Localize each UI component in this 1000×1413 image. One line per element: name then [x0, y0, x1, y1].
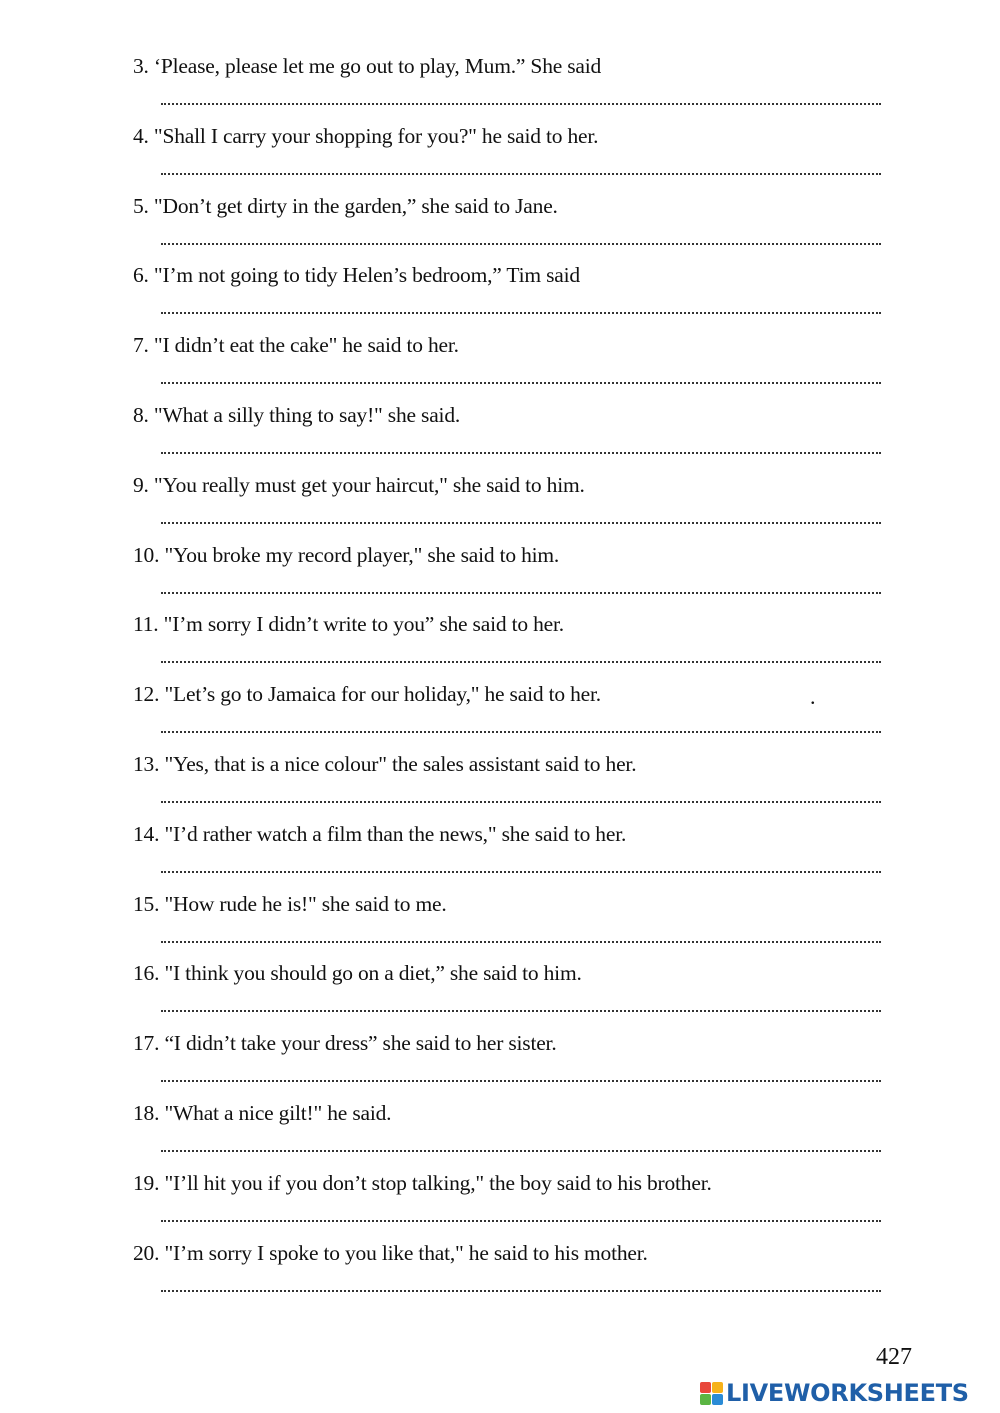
- exercise-number: 8.: [133, 402, 149, 427]
- answer-input[interactable]: [161, 867, 881, 873]
- exercise-item: [133, 48, 893, 118]
- answer-input[interactable]: [161, 1286, 881, 1292]
- answer-input[interactable]: [161, 937, 881, 943]
- exercise-text: "I’m sorry I didn’t write to you” she said to her.: [163, 612, 564, 637]
- exercise-sentence: [133, 331, 459, 359]
- exercise-item: [133, 188, 893, 258]
- answer-input[interactable]: [161, 308, 881, 314]
- stray-dot-mark: .: [810, 684, 816, 709]
- exercise-number: 16.: [133, 961, 160, 986]
- answer-input[interactable]: [161, 169, 881, 175]
- exercise-item: [133, 1165, 893, 1235]
- exercise-text: “I didn’t take your dress” she said to her sister.: [164, 1031, 557, 1056]
- page-number: 427: [876, 1344, 912, 1370]
- exercise-item: [133, 327, 893, 397]
- answer-input[interactable]: [161, 448, 881, 454]
- exercise-number: 15.: [133, 891, 160, 916]
- exercise-sentence: [133, 680, 601, 708]
- exercise-sentence: [133, 52, 601, 80]
- exercise-text: "I’ll hit you if you don’t stop talking," the boy said to his brother.: [164, 1170, 712, 1195]
- exercise-item: [133, 1025, 893, 1095]
- answer-input[interactable]: [161, 1076, 881, 1082]
- logo-square: [712, 1394, 723, 1405]
- exercise-number: 9.: [133, 472, 149, 497]
- exercise-text: "What a nice gilt!" he said.: [164, 1100, 392, 1125]
- exercise-number: 4.: [133, 123, 149, 148]
- exercise-text: "Don’t get dirty in the garden,” she said to Jane.: [153, 193, 558, 218]
- exercise-text: ‘Please, please let me go out to play, Mum.” She said: [153, 54, 602, 78]
- exercise-number: 13.: [133, 751, 160, 776]
- answer-input[interactable]: [161, 378, 881, 384]
- answer-input[interactable]: [161, 797, 881, 803]
- exercise-text: "I think you should go on a diet,” she said to him.: [164, 961, 582, 986]
- exercise-sentence: [133, 401, 460, 429]
- exercise-item: [133, 746, 893, 816]
- logo-square: [712, 1382, 723, 1393]
- exercise-sentence: [133, 959, 582, 987]
- exercise-number: 14.: [133, 821, 160, 846]
- exercise-sentence: [133, 1169, 712, 1197]
- exercise-item: [133, 816, 893, 886]
- exercise-item: [133, 1095, 893, 1165]
- exercise-text: "I’d rather watch a film than the news," she said to her.: [164, 821, 627, 846]
- exercise-sentence: [133, 261, 580, 289]
- logo-square: [700, 1394, 711, 1405]
- exercise-sentence: [133, 820, 626, 848]
- exercise-number: 5.: [133, 193, 149, 218]
- exercise-text: "I’m not going to tidy Helen’s bedroom,” Tim said: [153, 263, 580, 288]
- exercise-item: [133, 955, 893, 1025]
- exercise-item: [133, 397, 893, 467]
- exercise-item: [133, 118, 893, 188]
- answer-input[interactable]: [161, 727, 881, 733]
- answer-input[interactable]: [161, 239, 881, 245]
- exercise-item: [133, 257, 893, 327]
- answer-input[interactable]: [161, 518, 881, 524]
- exercise-number: 18.: [133, 1100, 160, 1125]
- exercise-item: [133, 606, 893, 676]
- exercise-text: "I’m sorry I spoke to you like that," he said to his mother.: [164, 1240, 648, 1265]
- exercise-number: 10.: [133, 542, 160, 567]
- exercise-sentence: [133, 541, 559, 569]
- answer-input[interactable]: [161, 588, 881, 594]
- exercise-item: [133, 467, 893, 537]
- answer-input[interactable]: [161, 1146, 881, 1152]
- exercise-sentence: [133, 1099, 391, 1127]
- exercise-text: "How rude he is!" she said to me.: [164, 891, 447, 916]
- exercise-item: [133, 886, 893, 956]
- answer-input[interactable]: [161, 99, 881, 105]
- answer-input[interactable]: [161, 657, 881, 663]
- exercise-sentence: [133, 122, 598, 150]
- answer-input[interactable]: [161, 1006, 881, 1012]
- brand-name: LIVEWORKSHEETS: [726, 1379, 969, 1407]
- exercise-sentence: [133, 471, 585, 499]
- exercise-sentence: [133, 610, 564, 638]
- exercise-number: 12.: [133, 682, 160, 707]
- exercise-sentence: [133, 192, 558, 220]
- exercise-sentence: [133, 1029, 557, 1057]
- exercise-sentence: [133, 890, 447, 918]
- exercise-sentence: [133, 1239, 648, 1267]
- exercise-text: "You broke my record player," she said to him.: [164, 542, 560, 567]
- exercise-sentence: [133, 750, 636, 778]
- exercise-list: [133, 48, 893, 1304]
- exercise-text: "Yes, that is a nice colour" the sales assistant said to her.: [164, 751, 637, 776]
- logo-square: [700, 1382, 711, 1393]
- answer-input[interactable]: [161, 1216, 881, 1222]
- exercise-item: [133, 537, 893, 607]
- liveworksheets-logo-icon: [700, 1382, 722, 1404]
- exercise-number: 17.: [133, 1031, 160, 1056]
- exercise-text: "What a silly thing to say!" she said.: [153, 402, 461, 427]
- exercise-text: "You really must get your haircut," she said to him.: [153, 472, 585, 497]
- exercise-item: [133, 676, 893, 746]
- exercise-item: [133, 1235, 893, 1305]
- exercise-text: "Let’s go to Jamaica for our holiday," he said to her.: [164, 682, 601, 707]
- exercise-number: 20.: [133, 1240, 160, 1265]
- exercise-number: 6.: [133, 263, 149, 288]
- exercise-number: 11.: [133, 612, 159, 637]
- exercise-text: "Shall I carry your shopping for you?" he said to her.: [153, 123, 599, 148]
- exercise-text: "I didn’t eat the cake" he said to her.: [153, 333, 459, 358]
- exercise-number: 7.: [133, 333, 149, 358]
- liveworksheets-brand: [700, 1378, 969, 1408]
- exercise-number: 3.: [133, 54, 149, 78]
- exercise-number: 19.: [133, 1170, 160, 1195]
